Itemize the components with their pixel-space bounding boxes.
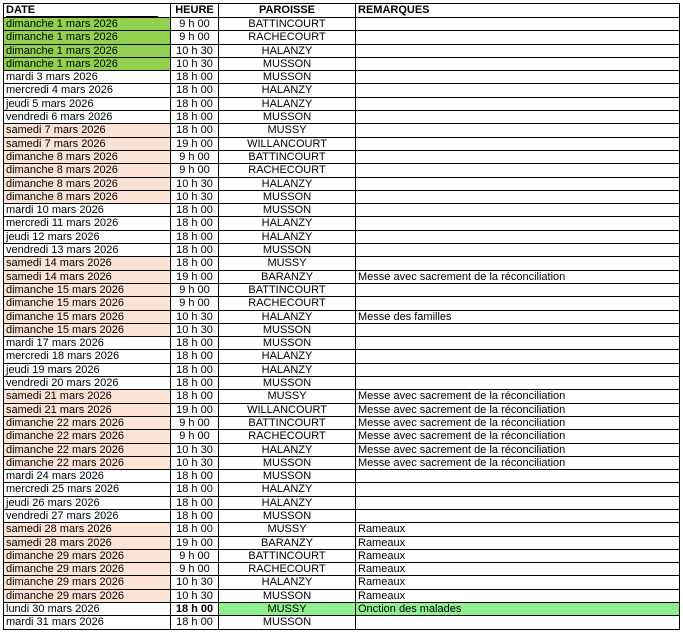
table-row [4,403,680,416]
header-row [4,4,680,18]
cell-heure: 9 h 00 [171,150,219,163]
cell-remarques [356,177,680,190]
cell-remarques: Onction des malades [356,603,680,616]
cell-remarques: Rameaux [356,589,680,602]
cell-date: mardi 10 mars 2026 [4,204,171,217]
cell-paroisse: MUSSON [219,337,356,350]
table-row [4,483,680,496]
cell-heure: 10 h 30 [171,576,219,589]
cell-remarques [356,44,680,57]
header-date-label: DATE [6,5,158,17]
table-row [4,390,680,403]
cell-paroisse: HALANZY [219,177,356,190]
table-row [4,137,680,150]
cell-heure: 18 h 00 [171,71,219,84]
table-row [4,549,680,562]
cell-date: mardi 3 mars 2026 [4,71,171,84]
table-row [4,217,680,230]
cell-heure: 18 h 00 [171,230,219,243]
table-row [4,456,680,469]
cell-heure: 18 h 00 [171,483,219,496]
cell-remarques [356,164,680,177]
cell-paroisse: MUSSON [219,323,356,336]
cell-heure: 18 h 00 [171,204,219,217]
cell-date: dimanche 8 mars 2026 [4,150,171,163]
cell-paroisse: WILLANCOURT [219,403,356,416]
cell-date: dimanche 1 mars 2026 [4,57,171,70]
cell-heure: 18 h 00 [171,350,219,363]
cell-remarques [356,363,680,376]
cell-date: dimanche 15 mars 2026 [4,283,171,296]
cell-heure: 18 h 00 [171,377,219,390]
cell-heure: 18 h 00 [171,84,219,97]
cell-heure: 9 h 00 [171,430,219,443]
cell-date: jeudi 12 mars 2026 [4,230,171,243]
cell-date: jeudi 26 mars 2026 [4,496,171,509]
cell-date: samedi 14 mars 2026 [4,270,171,283]
cell-remarques: Messe avec sacrement de la réconciliation [356,270,680,283]
cell-remarques: Messe avec sacrement de la réconciliation [356,443,680,456]
cell-remarques [356,84,680,97]
cell-paroisse: BATTINCOURT [219,150,356,163]
table-row [4,337,680,350]
cell-remarques: Messe avec sacrement de la réconciliation [356,403,680,416]
cell-date: samedi 21 mars 2026 [4,403,171,416]
cell-date: samedi 28 mars 2026 [4,523,171,536]
cell-remarques [356,97,680,110]
cell-paroisse: RACHECOURT [219,164,356,177]
table-row [4,44,680,57]
cell-date: mardi 17 mars 2026 [4,337,171,350]
cell-heure: 10 h 30 [171,310,219,323]
cell-remarques: Rameaux [356,549,680,562]
cell-paroisse: BATTINCOURT [219,18,356,31]
table-row [4,310,680,323]
cell-date: dimanche 22 mars 2026 [4,416,171,429]
cell-remarques [356,470,680,483]
cell-date: samedi 21 mars 2026 [4,390,171,403]
cell-date: mercredi 25 mars 2026 [4,483,171,496]
cell-date: dimanche 29 mars 2026 [4,576,171,589]
cell-heure: 9 h 00 [171,18,219,31]
cell-remarques: Messe avec sacrement de la réconciliation [356,390,680,403]
cell-paroisse: BARANZY [219,536,356,549]
table-row [4,150,680,163]
cell-paroisse: MUSSON [219,470,356,483]
cell-date: dimanche 8 mars 2026 [4,177,171,190]
table-row [4,124,680,137]
cell-paroisse: MUSSON [219,589,356,602]
cell-remarques: Messe des familles [356,310,680,323]
table-row [4,377,680,390]
cell-paroisse: WILLANCOURT [219,137,356,150]
cell-remarques: Messe avec sacrement de la réconciliation [356,456,680,469]
cell-heure: 19 h 00 [171,403,219,416]
table-row [4,111,680,124]
cell-paroisse: RACHECOURT [219,430,356,443]
table-row [4,509,680,522]
cell-date: mercredi 11 mars 2026 [4,217,171,230]
cell-date: dimanche 15 mars 2026 [4,310,171,323]
cell-date: samedi 14 mars 2026 [4,257,171,270]
table-row [4,443,680,456]
cell-remarques [356,150,680,163]
table-row [4,523,680,536]
cell-paroisse: RACHECOURT [219,31,356,44]
cell-date: jeudi 5 mars 2026 [4,97,171,110]
cell-paroisse: MUSSY [219,390,356,403]
table-row [4,164,680,177]
table-row [4,190,680,203]
cell-paroisse: HALANZY [219,576,356,589]
cell-heure: 18 h 00 [171,363,219,376]
cell-heure: 18 h 00 [171,244,219,257]
cell-remarques [356,31,680,44]
cell-heure: 19 h 00 [171,270,219,283]
cell-paroisse: HALANZY [219,217,356,230]
cell-heure: 9 h 00 [171,549,219,562]
cell-heure: 18 h 00 [171,523,219,536]
cell-remarques: Rameaux [356,523,680,536]
cell-heure: 18 h 00 [171,337,219,350]
table-row [4,97,680,110]
cell-remarques [356,483,680,496]
header-date [4,4,171,18]
cell-remarques [356,496,680,509]
cell-paroisse: MUSSON [219,111,356,124]
mass-schedule-table [3,3,680,630]
table-row [4,84,680,97]
cell-paroisse: HALANZY [219,443,356,456]
cell-date: vendredi 20 mars 2026 [4,377,171,390]
cell-remarques: Messe avec sacrement de la réconciliation [356,430,680,443]
cell-date: mardi 24 mars 2026 [4,470,171,483]
cell-date: dimanche 29 mars 2026 [4,549,171,562]
cell-heure: 10 h 30 [171,57,219,70]
cell-date: dimanche 29 mars 2026 [4,589,171,602]
cell-heure: 18 h 00 [171,111,219,124]
cell-heure: 9 h 00 [171,416,219,429]
cell-date: dimanche 22 mars 2026 [4,456,171,469]
cell-heure: 18 h 00 [171,509,219,522]
cell-date: vendredi 27 mars 2026 [4,509,171,522]
cell-heure: 18 h 00 [171,257,219,270]
cell-paroisse: MUSSON [219,244,356,257]
cell-heure: 10 h 30 [171,589,219,602]
cell-heure: 18 h 00 [171,616,219,629]
cell-paroisse: MUSSY [219,257,356,270]
schedule-body [4,18,680,630]
cell-paroisse: HALANZY [219,97,356,110]
cell-date: mardi 31 mars 2026 [4,616,171,629]
cell-remarques [356,323,680,336]
table-row [4,18,680,31]
cell-paroisse: MUSSY [219,124,356,137]
cell-date: mercredi 18 mars 2026 [4,350,171,363]
table-row [4,257,680,270]
header-heure: HEURE [171,4,219,18]
cell-remarques [356,57,680,70]
cell-paroisse: MUSSON [219,377,356,390]
cell-date: dimanche 15 mars 2026 [4,297,171,310]
cell-paroisse: HALANZY [219,44,356,57]
cell-paroisse: HALANZY [219,84,356,97]
cell-heure: 10 h 30 [171,190,219,203]
cell-paroisse: HALANZY [219,310,356,323]
cell-remarques [356,71,680,84]
cell-heure: 10 h 30 [171,177,219,190]
cell-remarques [356,257,680,270]
cell-date: dimanche 29 mars 2026 [4,563,171,576]
cell-heure: 9 h 00 [171,283,219,296]
table-row [4,31,680,44]
table-row [4,283,680,296]
cell-paroisse: BATTINCOURT [219,416,356,429]
cell-remarques [356,509,680,522]
cell-remarques [356,18,680,31]
cell-remarques [356,190,680,203]
cell-date: dimanche 8 mars 2026 [4,190,171,203]
table-row [4,430,680,443]
cell-date: samedi 7 mars 2026 [4,124,171,137]
cell-paroisse: HALANZY [219,496,356,509]
cell-paroisse: HALANZY [219,363,356,376]
cell-paroisse: MUSSON [219,456,356,469]
table-row [4,71,680,84]
cell-date: dimanche 1 mars 2026 [4,18,171,31]
table-row [4,323,680,336]
cell-date: jeudi 19 mars 2026 [4,363,171,376]
cell-paroisse: MUSSON [219,509,356,522]
cell-heure: 18 h 00 [171,603,219,616]
cell-remarques [356,377,680,390]
cell-remarques [356,217,680,230]
cell-remarques [356,111,680,124]
cell-heure: 9 h 00 [171,297,219,310]
cell-heure: 18 h 00 [171,496,219,509]
table-row [4,363,680,376]
cell-remarques [356,297,680,310]
cell-remarques: Messe avec sacrement de la réconciliation [356,416,680,429]
table-row [4,616,680,629]
cell-heure: 18 h 00 [171,97,219,110]
cell-paroisse: HALANZY [219,350,356,363]
cell-paroisse: MUSSON [219,71,356,84]
table-row [4,536,680,549]
table-row [4,270,680,283]
cell-heure: 9 h 00 [171,563,219,576]
cell-paroisse: RACHECOURT [219,297,356,310]
cell-paroisse: RACHECOURT [219,563,356,576]
cell-heure: 19 h 00 [171,536,219,549]
cell-paroisse: BATTINCOURT [219,283,356,296]
cell-heure: 18 h 00 [171,390,219,403]
cell-date: lundi 30 mars 2026 [4,603,171,616]
cell-heure: 18 h 00 [171,124,219,137]
cell-heure: 10 h 30 [171,323,219,336]
cell-paroisse: HALANZY [219,483,356,496]
table-row [4,350,680,363]
schedule-sheet [3,3,680,630]
cell-remarques [356,137,680,150]
cell-remarques [356,283,680,296]
cell-paroisse: HALANZY [219,230,356,243]
cell-date: dimanche 22 mars 2026 [4,430,171,443]
cell-date: samedi 28 mars 2026 [4,536,171,549]
table-row [4,230,680,243]
cell-paroisse: MUSSON [219,190,356,203]
cell-paroisse: MUSSY [219,603,356,616]
table-row [4,297,680,310]
cell-remarques [356,244,680,257]
cell-remarques: Rameaux [356,576,680,589]
cell-remarques: Rameaux [356,536,680,549]
cell-heure: 9 h 00 [171,164,219,177]
table-row [4,589,680,602]
cell-paroisse: MUSSON [219,57,356,70]
cell-date: vendredi 13 mars 2026 [4,244,171,257]
cell-date: samedi 7 mars 2026 [4,137,171,150]
header-remarques: REMARQUES [356,4,680,18]
table-row [4,576,680,589]
table-row [4,563,680,576]
cell-date: vendredi 6 mars 2026 [4,111,171,124]
table-row [4,416,680,429]
table-row [4,57,680,70]
table-row [4,244,680,257]
cell-heure: 18 h 00 [171,217,219,230]
cell-heure: 10 h 30 [171,456,219,469]
cell-paroisse: BARANZY [219,270,356,283]
cell-date: dimanche 15 mars 2026 [4,323,171,336]
cell-remarques [356,337,680,350]
cell-heure: 10 h 30 [171,44,219,57]
cell-date: dimanche 1 mars 2026 [4,31,171,44]
cell-date: dimanche 8 mars 2026 [4,164,171,177]
cell-paroisse: MUSSON [219,616,356,629]
table-row [4,204,680,217]
cell-remarques [356,230,680,243]
cell-remarques [356,350,680,363]
table-row [4,496,680,509]
cell-remarques [356,204,680,217]
table-row [4,470,680,483]
cell-remarques: Rameaux [356,563,680,576]
cell-heure: 10 h 30 [171,443,219,456]
cell-paroisse: MUSSON [219,204,356,217]
cell-heure: 18 h 00 [171,470,219,483]
cell-heure: 9 h 00 [171,31,219,44]
table-row [4,603,680,616]
cell-date: dimanche 22 mars 2026 [4,443,171,456]
cell-paroisse: BATTINCOURT [219,549,356,562]
cell-date: mercredi 4 mars 2026 [4,84,171,97]
cell-heure: 19 h 00 [171,137,219,150]
table-row [4,177,680,190]
cell-remarques [356,124,680,137]
cell-remarques [356,616,680,629]
header-paroisse: PAROISSE [219,4,356,18]
cell-paroisse: MUSSY [219,523,356,536]
cell-date: dimanche 1 mars 2026 [4,44,171,57]
